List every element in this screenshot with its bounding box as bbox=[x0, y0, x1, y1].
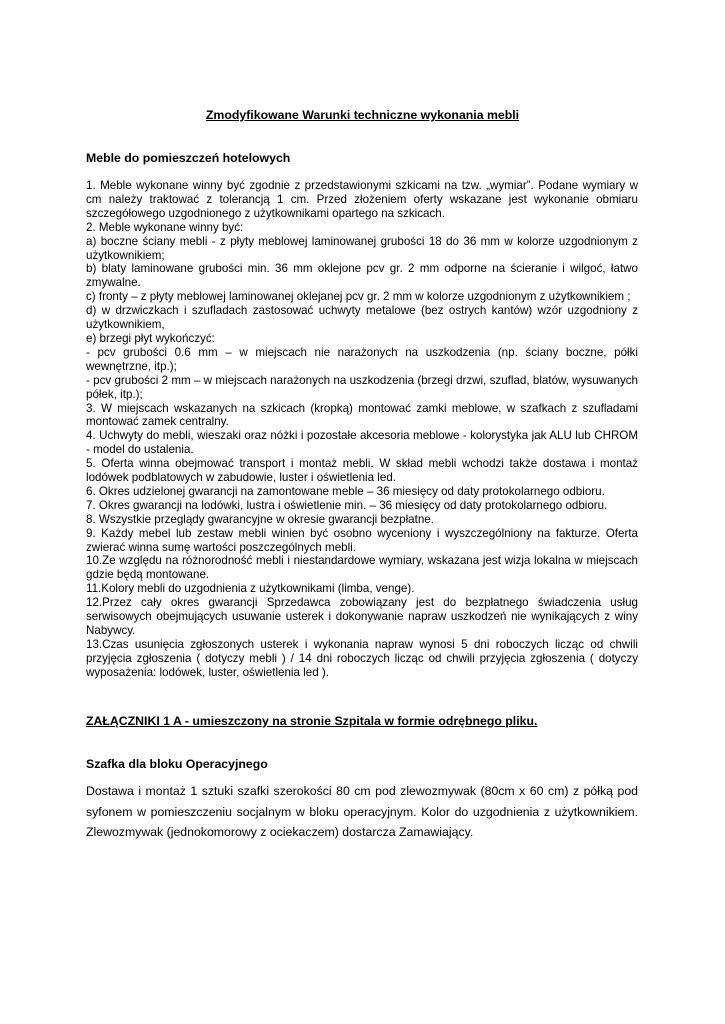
list-item: 13.Czas usunięcia zgłoszonych usterek i wykonania napraw wynosi 5 dni roboczych licząc od chwili przyjęcia zgłoszenia ( dotyczy mebli ) / 14 dni roboczych licząc od chwili przyjęcia zgłoszenia ( dotyczy wyposażenia: lodówek, luster, oświetlenia led ). bbox=[86, 637, 638, 679]
attachments-heading: ZAŁĄCZNIKI 1 A - umieszczony na stronie Szpitala w formie odrębnego pliku. bbox=[86, 714, 538, 728]
list-item: 12.Przez cały okres gwarancji Sprzedawca zobowiązany jest do bezpłatnego świadczenia usług serwisowych obejmujących usuwanie usterek i dokonywanie napraw uszkodzeń nie wynikających z winy Nabywcy. bbox=[86, 596, 638, 637]
list-item: e) brzegi płyt wykończyć: bbox=[86, 331, 215, 345]
list-item: 2. Meble wykonane winny być: bbox=[86, 220, 244, 234]
list-item: 5. Oferta winna obejmować transport i montaż mebli. W skład mebli wchodzi także dostawa i montaż lodówek podblatowych w zabudowie, luster i oświetlenia led. bbox=[86, 457, 638, 485]
list-item: 6. Okres udzielonej gwarancji na zamontowane meble – 36 miesięcy od daty protokolarnego odbioru. bbox=[86, 484, 605, 498]
list-item: - pcv grubości 2 mm – w miejscach narażonych na uszkodzenia (brzegi drzwi, szuflad, blatów, wysuwanych półek, itp.); bbox=[86, 373, 638, 401]
list-item: 9. Każdy mebel lub zestaw mebli winien być osobno wyceniony i wyszczególniony na fakturze. Oferta zwierać winna sumę wartości poszczególnych mebli. bbox=[86, 526, 638, 554]
section-heading: Meble do pomieszczeń hotelowych bbox=[86, 151, 291, 165]
subsection-text: Dostawa i montaż 1 sztuki szafki szerokości 80 cm pod zlewozmywak (80cm x 60 cm) z półką pod syfonem w pomieszczeniu socjalnym w bloku operacyjnym. Kolor do uzgodnienia z użytkownikiem. Zlewozmywak (jednokomorowy z ociekaczem) dostarcza Zamawiający. bbox=[86, 784, 638, 839]
list-item: 11.Kolory mebli do uzgodnienia z użytkownikami (limba, venge). bbox=[86, 582, 415, 596]
subsection-heading: Szafka dla bloku Operacyjnego bbox=[86, 757, 268, 771]
list-item: 3. W miejscach wskazanych na szkicach (kropką) montować zamki meblowe, w szafkach z szufladami montować zamek centralny. bbox=[86, 401, 638, 429]
list-item: b) blaty laminowane grubości min. 36 mm oklejone pcv gr. 2 mm odporne na ścieranie i wilgoć, łatwo zmywalne. bbox=[86, 262, 638, 290]
list-item: a) boczne ściany mebli - z płyty meblowej laminowanej grubości 18 do 36 mm w kolorze uzgodnionym z użytkownikiem; bbox=[86, 234, 638, 262]
list-item: 1. Meble wykonane winny być zgodnie z przedstawionymi szkicami na tzw. „wymiar”. Podane wymiary w cm należy traktować z tolerancją 1 cm. Przed złożeniem oferty wskazane jest wykonanie obmiaru szczegółowego uzgodnionego z użytkownikami opartego na szkicach. bbox=[86, 179, 638, 220]
document-title: Zmodyfikowane Warunki techniczne wykonania mebli bbox=[205, 108, 520, 122]
list-item: 10.Ze względu na różnorodność mebli i niestandardowe wymiary, wskazana jest wizja lokalna w miejscach gdzie będą montowane. bbox=[86, 554, 638, 582]
list-item: 8. Wszystkie przeglądy gwarancyjne w okresie gwarancji bezpłatne. bbox=[86, 512, 434, 526]
list-item: 4. Uchwyty do mebli, wieszaki oraz nóżki i pozostałe akcesoria meblowe - kolorystyka jak ALU lub CHROM - model do ustalenia. bbox=[86, 429, 638, 457]
list-item: 7. Okres gwarancji na lodówki, lustra i oświetlenie min. – 36 miesięcy od daty protokolarnego odbioru. bbox=[86, 498, 608, 512]
requirements-list bbox=[86, 179, 638, 680]
list-item: - pcv grubości 0.6 mm – w miejscach nie narażonych na uszkodzenia (np. ściany boczne, półki wewnętrzne, itp.); bbox=[86, 345, 638, 373]
list-item: c) fronty – z płyty meblowej laminowanej oklejanej pcv gr. 2 mm w kolorze uzgodnionym z użytkownikiem ; bbox=[86, 290, 631, 304]
list-item: d) w drzwiczkach i szufladach zastosować uchwyty metalowe (bez ostrych kantów) wzór uzgodniony z użytkownikiem, bbox=[86, 304, 638, 332]
